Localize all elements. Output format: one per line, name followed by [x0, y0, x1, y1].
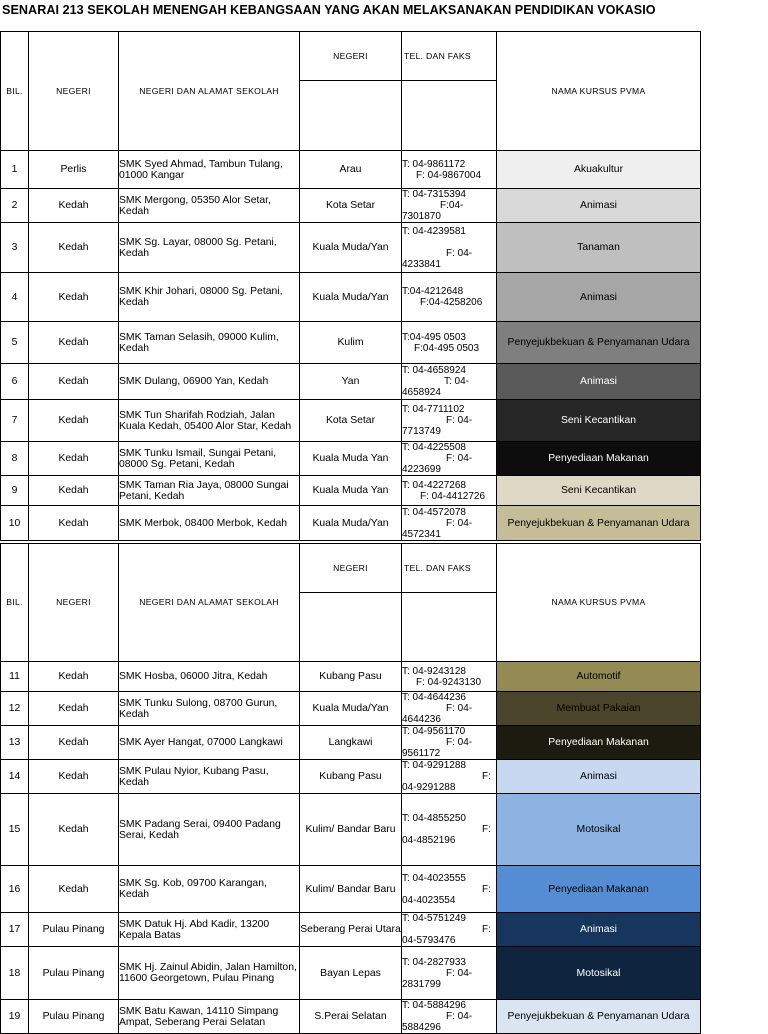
cell-tel [402, 692, 497, 726]
cell-tel [402, 662, 497, 692]
cell-alamat: SMK Pulau Nyior, Kubang Pasu, Kedah [119, 760, 300, 794]
cell-negeri: Perlis [29, 151, 119, 189]
tel-line: T: 04-4023555 [402, 872, 466, 884]
tel-line: 4223699 [402, 464, 441, 475]
cell-daerah: Kuala Muda Yan [300, 442, 402, 476]
cell-tel [402, 273, 497, 322]
table-row [1, 364, 701, 400]
cell-kursus: Animasi [497, 273, 701, 322]
cell-daerah: Kulim [300, 322, 402, 364]
tel-line: T: 04-5751249 [402, 913, 466, 924]
cell-negeri: Kedah [29, 442, 119, 476]
header-bil: BIL. [1, 32, 29, 151]
table-row [1, 442, 701, 476]
table-row [1, 506, 701, 541]
tel-line: T: 04-5884296 [402, 1000, 466, 1011]
tel-line: F: 04-9243130 [416, 676, 482, 688]
cell-alamat: SMK Padang Serai, 09400 Padang Serai, Kedah [119, 794, 300, 866]
table-row [1, 476, 701, 506]
cell-tel [402, 1000, 497, 1034]
header-alamat: NEGERI DAN ALAMAT SEKOLAH [119, 32, 300, 151]
tel-line: 5884296 [402, 1022, 441, 1033]
cell-alamat: SMK Datuk Hj. Abd Kadir, 13200 Kepala Batas [119, 913, 300, 947]
cell-negeri: Pulau Pinang [29, 1000, 119, 1034]
cell-bil: 17 [1, 913, 29, 947]
school-table-2 [0, 543, 701, 1034]
cell-kursus: Animasi [497, 364, 701, 400]
cell-negeri: Pulau Pinang [29, 947, 119, 1000]
cell-daerah: Bayan Lepas [300, 947, 402, 1000]
tel-line: T:04-4212648 [402, 286, 464, 297]
cell-kursus: Penyediaan Makanan [497, 726, 701, 760]
cell-tel [402, 866, 497, 913]
cell-daerah: Kulim/ Bandar Baru [300, 866, 402, 913]
cell-tel [402, 223, 497, 273]
tel-line: T: 04-4239581 [402, 225, 466, 237]
tel-line: 4658924 [402, 387, 441, 398]
tel-line: F: [482, 924, 491, 935]
cell-bil: 15 [1, 794, 29, 866]
cell-kursus: Animasi [497, 189, 701, 223]
cell-bil: 2 [1, 189, 29, 223]
cell-negeri: Kedah [29, 322, 119, 364]
tel-line: T: 04-9861172 [402, 158, 466, 170]
tel-line: 4572341 [402, 528, 441, 540]
cell-negeri: Kedah [29, 866, 119, 913]
tel-line: T: 04-9291288 [402, 760, 466, 771]
cell-bil: 11 [1, 662, 29, 692]
cell-alamat: SMK Sg. Kob, 09700 Karangan, Kedah [119, 866, 300, 913]
header-daerah: NEGERI [300, 32, 402, 81]
tel-line: F: 04- [446, 737, 473, 748]
cell-negeri: Kedah [29, 364, 119, 400]
table-row [1, 692, 701, 726]
tel-line: F: 04- [446, 1011, 473, 1022]
cell-daerah: Kota Setar [300, 189, 402, 223]
table-row [1, 794, 701, 866]
cell-kursus: Seni Kecantikan [497, 476, 701, 506]
cell-negeri: Kedah [29, 189, 119, 223]
header-tel: TEL. DAN FAKS [402, 544, 497, 593]
cell-tel [402, 476, 497, 506]
page-title: SENARAI 213 SEKOLAH MENENGAH KEBANGSAAN YANG AKAN MELAKSANAKAN PENDIDIKAN VOKASIO [2, 3, 656, 17]
cell-alamat: SMK Tunku Sulong, 08700 Gurun, Kedah [119, 692, 300, 726]
tel-line: F: 04- [446, 453, 473, 464]
tel-line: 7713749 [402, 426, 441, 437]
table-row [1, 726, 701, 760]
cell-bil: 14 [1, 760, 29, 794]
cell-tel [402, 442, 497, 476]
cell-negeri: Kedah [29, 760, 119, 794]
cell-bil: 4 [1, 273, 29, 322]
cell-daerah: Kulim/ Bandar Baru [300, 794, 402, 866]
header-kursus: NAMA KURSUS PVMA [497, 544, 701, 662]
cell-kursus: Penyediaan Makanan [497, 866, 701, 913]
cell-daerah: Kuala Muda Yan [300, 476, 402, 506]
cell-daerah: Kota Setar [300, 400, 402, 442]
cell-tel [402, 913, 497, 947]
tel-line: T:04-495 0503 [402, 331, 466, 343]
cell-negeri: Kedah [29, 662, 119, 692]
cell-alamat: SMK Mergong, 05350 Alor Setar, Kedah [119, 189, 300, 223]
tel-line: 04-5793476 [402, 935, 456, 946]
cell-negeri: Kedah [29, 223, 119, 273]
header-alamat: NEGERI DAN ALAMAT SEKOLAH [119, 544, 300, 662]
cell-negeri: Kedah [29, 273, 119, 322]
cell-bil: 8 [1, 442, 29, 476]
tel-line: F: [482, 771, 491, 782]
tel-line: F: 04- [446, 415, 473, 426]
tel-line: F:04-4258206 [420, 297, 483, 308]
cell-tel [402, 322, 497, 364]
tel-line: 4233841 [402, 258, 441, 270]
tel-line: F: 04- [446, 517, 473, 529]
table-row [1, 322, 701, 364]
cell-tel [402, 506, 497, 541]
tel-line: T: 04-4572078 [402, 506, 466, 518]
tel-line: T: 04-4644236 [402, 692, 466, 703]
table-body [1, 662, 701, 1034]
table-row [1, 947, 701, 1000]
tel-line: F: 04- [446, 247, 473, 259]
tel-line: F: [482, 883, 491, 895]
cell-daerah: Kuala Muda/Yan [300, 506, 402, 541]
cell-tel [402, 760, 497, 794]
cell-bil: 1 [1, 151, 29, 189]
tel-line: 2831799 [402, 978, 441, 990]
tel-line: 04-9291288 [402, 782, 456, 793]
header-kursus: NAMA KURSUS PVMA [497, 32, 701, 151]
header-tel-blank [402, 81, 497, 151]
tel-line: 4644236 [402, 714, 441, 725]
cell-alamat: SMK Batu Kawan, 14110 Simpang Ampat, Seberang Perai Selatan [119, 1000, 300, 1034]
tel-line: T: 04-4855250 [402, 813, 466, 824]
table-row [1, 189, 701, 223]
cell-kursus: Motosikal [497, 794, 701, 866]
cell-negeri: Kedah [29, 794, 119, 866]
tel-line: T: 04-9243128 [402, 665, 466, 677]
cell-negeri: Kedah [29, 400, 119, 442]
cell-alamat: SMK Ayer Hangat, 07000 Langkawi [119, 726, 300, 760]
cell-negeri: Kedah [29, 726, 119, 760]
cell-kursus: Animasi [497, 913, 701, 947]
cell-tel [402, 726, 497, 760]
cell-tel [402, 364, 497, 400]
tel-line: T: 04-2827933 [402, 956, 466, 968]
cell-alamat: SMK Taman Ria Jaya, 08000 Sungai Petani, Kedah [119, 476, 300, 506]
tel-line: 9561172 [402, 748, 441, 759]
cell-daerah: Kubang Pasu [300, 760, 402, 794]
tel-line: T: 04- [444, 376, 470, 387]
cell-bil: 10 [1, 506, 29, 541]
cell-daerah: Kuala Muda/Yan [300, 273, 402, 322]
cell-tel [402, 151, 497, 189]
table-row [1, 1000, 701, 1034]
cell-kursus: Akuakultur [497, 151, 701, 189]
cell-negeri: Kedah [29, 506, 119, 541]
cell-kursus: Penyejukbekuan & Penyamanan Udara [497, 322, 701, 364]
cell-bil: 13 [1, 726, 29, 760]
cell-bil: 18 [1, 947, 29, 1000]
tel-line: F:04- [440, 200, 464, 211]
cell-alamat: SMK Hj. Zainul Abidin, Jalan Hamilton, 11600 Georgetown, Pulau Pinang [119, 947, 300, 1000]
cell-negeri: Pulau Pinang [29, 913, 119, 947]
table-row [1, 760, 701, 794]
cell-negeri: Kedah [29, 692, 119, 726]
cell-daerah: Kuala Muda/Yan [300, 223, 402, 273]
cell-alamat: SMK Sg. Layar, 08000 Sg. Petani, Kedah [119, 223, 300, 273]
cell-bil: 5 [1, 322, 29, 364]
table-row [1, 400, 701, 442]
cell-kursus: Automotif [497, 662, 701, 692]
tel-line: F: 04- [446, 703, 473, 714]
cell-daerah: Yan [300, 364, 402, 400]
cell-daerah: Langkawi [300, 726, 402, 760]
header-tel: TEL. DAN FAKS [402, 32, 497, 81]
tel-line: F:04-495 0503 [414, 342, 480, 354]
tel-line: T: 04-7711102 [402, 404, 465, 415]
table-row [1, 151, 701, 189]
header-daerah: NEGERI [300, 544, 402, 593]
cell-tel [402, 400, 497, 442]
cell-alamat: SMK Tun Sharifah Rodziah, Jalan Kuala Kedah, 05400 Alor Star, Kedah [119, 400, 300, 442]
cell-tel [402, 794, 497, 866]
cell-bil: 9 [1, 476, 29, 506]
cell-alamat: SMK Taman Selasih, 09000 Kulim, Kedah [119, 322, 300, 364]
header-daerah-blank [300, 81, 402, 151]
cell-alamat: SMK Khir Johari, 08000 Sg. Petani, Kedah [119, 273, 300, 322]
table-body [1, 151, 701, 541]
tel-line: F: 04- [446, 967, 473, 979]
tel-line: T: 04-7315394 [402, 189, 466, 200]
cell-kursus: Tanaman [497, 223, 701, 273]
table-row [1, 273, 701, 322]
school-table-1 [0, 31, 701, 541]
cell-daerah: Kubang Pasu [300, 662, 402, 692]
cell-kursus: Penyejukbekuan & Penyamanan Udara [497, 1000, 701, 1034]
tel-line: 7301870 [402, 211, 441, 222]
cell-alamat: SMK Merbok, 08400 Merbok, Kedah [119, 506, 300, 541]
cell-bil: 12 [1, 692, 29, 726]
cell-negeri: Kedah [29, 476, 119, 506]
tel-line: T: 04-4227268 [402, 479, 466, 491]
tel-line: T: 04-4658924 [402, 365, 466, 376]
header-tel-blank [402, 593, 497, 662]
cell-alamat: SMK Tunku Ismail, Sungai Petani, 08000 Sg. Petani, Kedah [119, 442, 300, 476]
cell-kursus: Motosikal [497, 947, 701, 1000]
header-negeri: NEGERI [29, 544, 119, 662]
cell-daerah: Seberang Perai Utara [300, 913, 402, 947]
table-row [1, 662, 701, 692]
cell-bil: 3 [1, 223, 29, 273]
cell-kursus: Penyejukbekuan & Penyamanan Udara [497, 506, 701, 541]
cell-daerah: Kuala Muda/Yan [300, 692, 402, 726]
table-row [1, 913, 701, 947]
tel-line: 04-4852196 [402, 835, 456, 846]
cell-tel [402, 189, 497, 223]
header-negeri: NEGERI [29, 32, 119, 151]
cell-alamat: SMK Dulang, 06900 Yan, Kedah [119, 364, 300, 400]
cell-bil: 16 [1, 866, 29, 913]
header-daerah-blank [300, 593, 402, 662]
tel-line: 04-4023554 [402, 894, 456, 906]
cell-alamat: SMK Hosba, 06000 Jitra, Kedah [119, 662, 300, 692]
cell-bil: 7 [1, 400, 29, 442]
cell-alamat: SMK Syed Ahmad, Tambun Tulang, 01000 Kangar [119, 151, 300, 189]
tel-line: T: 04-4225508 [402, 442, 466, 453]
table-row [1, 223, 701, 273]
table-row [1, 866, 701, 913]
cell-tel [402, 947, 497, 1000]
cell-kursus: Seni Kecantikan [497, 400, 701, 442]
tel-line: F: 04-4412726 [420, 490, 486, 502]
cell-daerah: S.Perai Selatan [300, 1000, 402, 1034]
tel-line: T: 04-9561170 [402, 726, 466, 737]
tel-line: F: [482, 824, 491, 835]
cell-kursus: Penyediaan Makanan [497, 442, 701, 476]
cell-bil: 6 [1, 364, 29, 400]
cell-kursus: Animasi [497, 760, 701, 794]
cell-bil: 19 [1, 1000, 29, 1034]
header-bil: BIL. [1, 544, 29, 662]
cell-daerah: Arau [300, 151, 402, 189]
cell-kursus: Membuat Pakaian [497, 692, 701, 726]
tel-line [402, 237, 496, 248]
tel-line: F: 04-9867004 [416, 169, 482, 181]
